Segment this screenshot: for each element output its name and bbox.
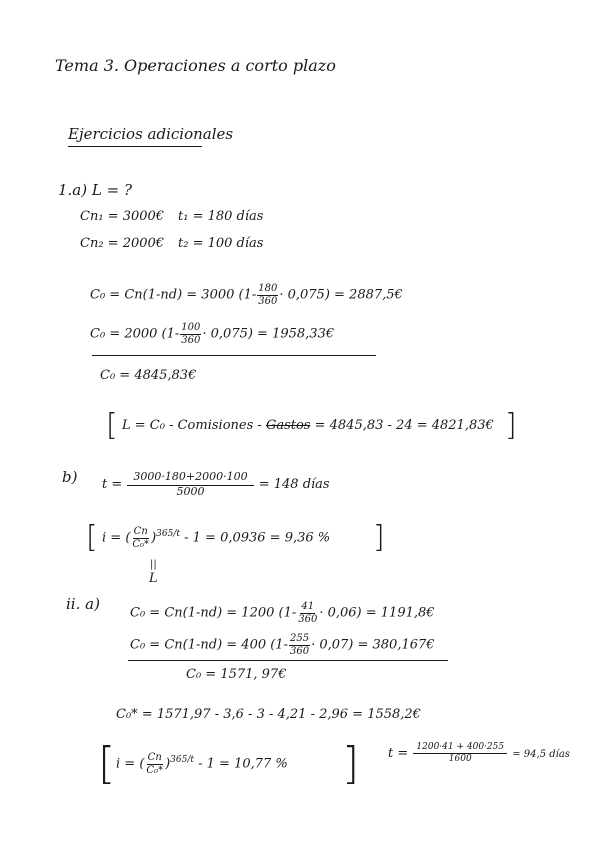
- ex1-eq1-num: 180: [258, 283, 278, 294]
- ex1-sum-line: [92, 355, 376, 356]
- ex1b-formula: i = ( $\frac{Cn}{\text{C₀*}}$ )$^{365/t}$ - 1 = 0,0936 = 9,36 %: [102, 526, 331, 550]
- ex2-eq2-den: 360: [289, 645, 310, 657]
- ex1-sum: C₀ = 4845,83€: [100, 368, 197, 383]
- ex1-eq2-num: 100: [181, 322, 201, 333]
- ex2-t-lhs: t =: [388, 745, 409, 761]
- ex2-eq2-fraction: [289, 633, 310, 657]
- ex1-result: [122, 419, 494, 432]
- ex2-t-num: 1200·41 + 400·255: [413, 742, 507, 754]
- ex1b-t-den: 5000: [176, 484, 205, 498]
- ex2-t-rhs: = 94,5 días: [512, 748, 570, 760]
- ex1b-i-exp: 365/t: [156, 529, 180, 540]
- ex2-label: ii. a): [66, 595, 100, 613]
- ex1-result-c: = 4845,83 - 24 = 4821,83€: [314, 418, 494, 433]
- ex1b-t-num: 3000·180+2000·100: [127, 471, 253, 486]
- ex2-eq1-num: 41: [301, 601, 315, 612]
- ex2-t: [388, 742, 570, 765]
- ex2-eq1-lhs: C₀ = Cn(1-nd) = 1200 (1-: [130, 605, 297, 621]
- ex1-bracket-right: ]: [505, 408, 517, 443]
- ex1-t2: t₂ = 100 días: [178, 236, 264, 251]
- ex1b-i-lhs: i = (: [102, 530, 131, 546]
- ex1-result-struck: Gastos: [265, 418, 311, 433]
- ex2-eq1-den: 360: [298, 613, 318, 625]
- section-subtitle: Ejercicios adicionales: [68, 125, 234, 143]
- ex1-cn2: Cn₂ = 2000€: [80, 236, 165, 251]
- ex2-i-fraction: [145, 752, 164, 776]
- ex2-sum: C₀ = 1571, 97€: [186, 667, 287, 682]
- ex1-eq2-fraction: [180, 322, 201, 346]
- ex2-t-fraction: [413, 742, 507, 765]
- ex1-bracket-left: [: [106, 408, 118, 443]
- ex1-result-a: L = C₀ - Comisiones -: [122, 418, 262, 433]
- ex1-eq1-rhs: · 0,075) = 2887,5€: [279, 287, 403, 303]
- ex2-eq1-fraction: [297, 601, 318, 625]
- ex1b-t-fraction: [127, 471, 253, 498]
- ex2-i-lhs: i = (: [116, 756, 145, 772]
- ex1b-t-lhs: t =: [102, 477, 123, 493]
- ex2-eq2-rhs: · 0,07) = 380,167€: [311, 637, 435, 653]
- ex2-i-rhs: - 1 = 10,77 %: [198, 756, 288, 772]
- ex1-eq2: [90, 322, 334, 346]
- ex1-eq1: [90, 283, 403, 307]
- subtitle-underline: [68, 146, 202, 147]
- ex1b-label: b): [62, 468, 78, 486]
- ex1b-note-eq: ||: [150, 559, 157, 570]
- ex1b-bracket-left: [: [86, 520, 98, 555]
- ex2-eq2-lhs: C₀ = Cn(1-nd) = 400 (1-: [130, 637, 288, 653]
- ex2-bracket-left: [: [98, 738, 116, 789]
- ex2-eq2: [130, 633, 435, 657]
- ex2-formula: i = ( $\frac{Cn}{\text{C₀*}}$ )$^{365/t}$ - 1 = 10,77 %: [116, 752, 288, 776]
- ex2-eq1-rhs: · 0,06) = 1191,8€: [319, 605, 435, 621]
- ex1-t1: t₁ = 180 días: [178, 209, 264, 224]
- ex2-i-num: Cn: [147, 752, 162, 763]
- ex1-header: [58, 183, 132, 198]
- ex2-bracket-right: ]: [342, 738, 360, 789]
- ex2-cstar: C₀* = 1571,97 - 3,6 - 3 - 4,21 - 2,96 = 1558,2€: [116, 707, 421, 722]
- ex1-cn1: Cn₁ = 3000€: [80, 209, 165, 224]
- ex1b-bracket-right: ]: [373, 520, 385, 555]
- ex2-eq1: [130, 601, 435, 625]
- ex1b-i-den: C₀*: [132, 538, 150, 550]
- ex2-i-den: C₀*: [146, 764, 164, 776]
- ex1-eq2-lhs: C₀ = 2000 (1-: [90, 326, 180, 342]
- ex1-eq1-lhs: C₀ = Cn(1-nd) = 3000 (1-: [90, 287, 257, 303]
- ex1b-t-rhs: = 148 días: [258, 477, 330, 493]
- ex1b-t: [102, 471, 330, 498]
- ex1-question: L = ?: [91, 181, 132, 199]
- ex1-eq1-den: 360: [258, 295, 278, 307]
- ex1-eq2-den: 360: [181, 334, 201, 346]
- ex1b-i-rhs: - 1 = 0,0936 = 9,36 %: [184, 530, 331, 546]
- ex2-i-exp: 365/t: [170, 755, 194, 766]
- ex1-label: 1.a): [58, 181, 88, 199]
- page-title: Tema 3. Operaciones a corto plazo: [55, 56, 336, 75]
- ex1b-i-num: Cn: [133, 526, 148, 537]
- ex2-eq2-num: 255: [289, 633, 310, 644]
- ex2-t-den: 1600: [448, 754, 472, 765]
- ex1b-i-fraction: [131, 526, 150, 550]
- ex1b-note-l: L: [149, 571, 158, 586]
- ex1-eq1-fraction: [257, 283, 278, 307]
- ex1-eq2-rhs: · 0,075) = 1958,33€: [202, 326, 335, 342]
- ex2-sum-line: [128, 660, 448, 661]
